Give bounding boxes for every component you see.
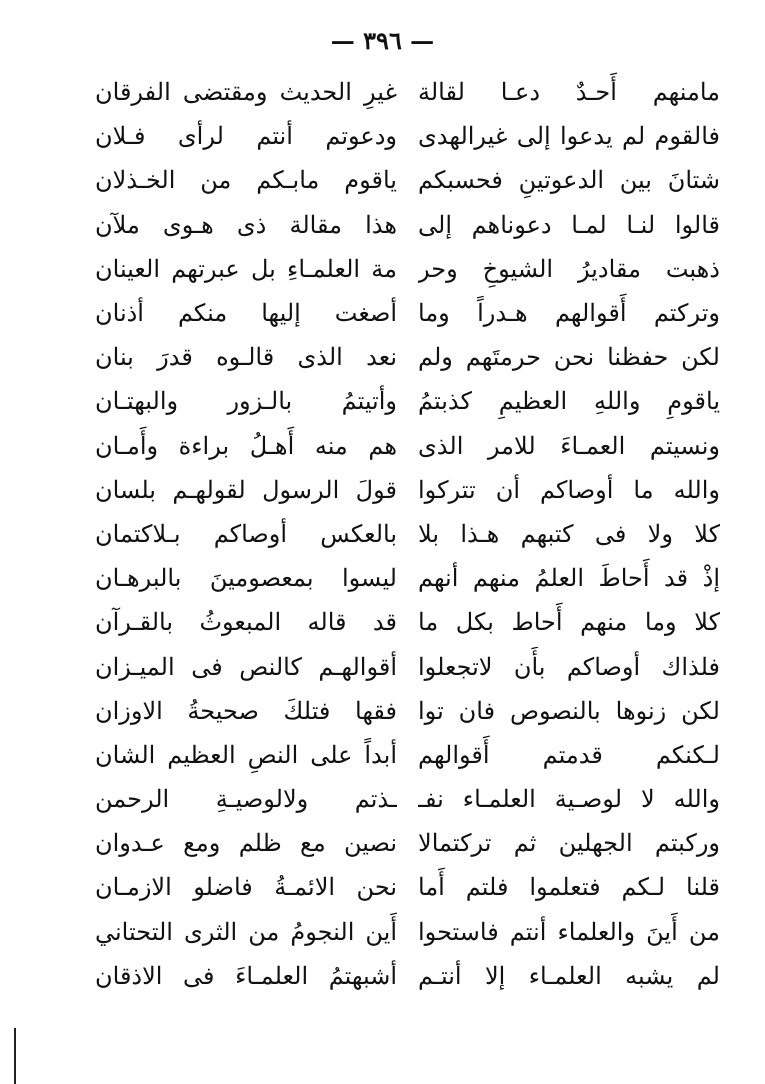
verse-first-hemistich: مامنهم أَحـدٌ دعـا لقالة — [418, 78, 720, 107]
verse-first-hemistich: لـكنكم قدمتم أَقوالهم — [418, 740, 720, 769]
verse-second-hemistich: نعد الذى قالـوه قدرَ بنان — [95, 343, 397, 372]
verse-first-hemistich: كلا وما منهم أَحاط بكل ما — [418, 608, 720, 637]
verse-line — [95, 644, 720, 688]
verse-second-hemistich: هم منه أَهـلُ براءة وأَمـان — [95, 431, 397, 460]
verse-second-hemistich: وأتيتمُ بالـزور والبهتـان — [95, 387, 397, 416]
verse-second-hemistich: أشبهتمُ العلمـاءَ فى الاذقان — [95, 961, 397, 990]
verse-line — [95, 158, 720, 202]
verse-line — [95, 556, 720, 600]
verse-first-hemistich: لكن زنوها بالنصوص فان توا — [418, 696, 720, 725]
verse-first-hemistich: والله لا لوصـية العلمـاء نفـ — [418, 785, 720, 814]
verse-second-hemistich: ـذتم ولالوصيـةِ الرحمن — [95, 785, 397, 814]
verse-line — [95, 70, 720, 114]
verse-second-hemistich: نصين مع ظلم ومع عـدوان — [95, 829, 397, 858]
verse-second-hemistich: فقها فتلكَ صحيحةُ الاوزان — [95, 696, 397, 725]
verse-second-hemistich: غيرِ الحديث ومقتضى الفرقان — [95, 78, 397, 107]
verse-first-hemistich: شتانَ بين الدعوتينِ فحسبكم — [418, 166, 720, 195]
verse-line — [95, 335, 720, 379]
verse-line — [95, 291, 720, 335]
verse-second-hemistich: مة العلمـاءِ بل عبرتهم العينان — [95, 254, 397, 283]
verse-first-hemistich: وركبتم الجهلين ثم تركتمالا — [418, 829, 720, 858]
verse-first-hemistich: ياقومِ واللهِ العظيمِ كذبتمُ — [418, 387, 720, 416]
verse-first-hemistich: والله ما أوصاكم أن تتركوا — [418, 475, 720, 504]
verse-line — [95, 379, 720, 423]
verse-line — [95, 203, 720, 247]
verse-line — [95, 424, 720, 468]
verse-line — [95, 821, 720, 865]
verse-line — [95, 954, 720, 998]
verse-line — [95, 733, 720, 777]
verse-line — [95, 910, 720, 954]
verse-line — [95, 468, 720, 512]
page-number: — ٣٩٦ — — [330, 26, 435, 55]
verse-line — [95, 689, 720, 733]
verse-second-hemistich: أبداً على النصِ العظيم الشان — [95, 740, 397, 769]
verse-first-hemistich: فالقوم لم يدعوا إلى غيرالهدى — [418, 122, 720, 151]
poem-body — [95, 70, 720, 998]
verse-second-hemistich: نحن الائمـةُ فاضلو الازمـان — [95, 873, 397, 902]
verse-first-hemistich: لكن حفظنا نحن حرمتَهم ولم — [418, 343, 720, 372]
verse-second-hemistich: ياقوم مابـكم من الخـذلان — [95, 166, 397, 195]
verse-second-hemistich: قولَ الرسول لقولهـم بلسان — [95, 475, 397, 504]
verse-second-hemistich: قد قاله المبعوثُ بالقـرآن — [95, 608, 397, 637]
verse-second-hemistich: ليسوا بمعصومينَ بالبرهـان — [95, 564, 397, 593]
verse-first-hemistich: ونسيتم العمـاءَ للامر الذى — [418, 431, 720, 460]
verse-second-hemistich: أصغت إليها منكم أذنان — [95, 299, 397, 328]
verse-first-hemistich: لم يشبه العلمـاء إلا أنتـم — [418, 961, 720, 990]
verse-second-hemistich: أقوالهـم كالنص فى الميـزان — [95, 652, 397, 681]
verse-first-hemistich: فلذاك أوصاكم بأَن لاتجعلوا — [418, 652, 720, 681]
verse-first-hemistich: وتركتم أَقوالهم هـدراً وما — [418, 299, 720, 328]
verse-second-hemistich: ودعوتم أنتم لرأى فـلان — [95, 122, 397, 151]
verse-first-hemistich: ذهبت مقاديرُ الشيوخِ وحر — [418, 254, 720, 283]
verse-first-hemistich: من أَينَ والعلماء أنتم فاستحوا — [418, 917, 720, 946]
verse-line — [95, 865, 720, 909]
verse-second-hemistich: بالعكس أوصاكم بـلاكتمان — [95, 519, 397, 548]
verse-first-hemistich: قلنا لـكم فتعلموا فلتم أَما — [418, 873, 720, 902]
verse-line — [95, 600, 720, 644]
verse-first-hemistich: إذْ قد أَحاطَ العلمُ منهم أنهم — [418, 564, 720, 593]
verse-line — [95, 114, 720, 158]
verse-first-hemistich: كلا ولا فى كتبهم هـذا بلا — [418, 519, 720, 548]
verse-second-hemistich: هذا مقالة ذى هـوى ملآن — [95, 210, 397, 239]
verse-first-hemistich: قالوا لنـا لمـا دعوناهم إلى — [418, 210, 720, 239]
verse-line — [95, 512, 720, 556]
verse-line — [95, 777, 720, 821]
verse-line — [95, 247, 720, 291]
margin-rule — [14, 1028, 16, 1084]
verse-second-hemistich: أَين النجومُ من الثرى التحتاني — [95, 917, 397, 946]
